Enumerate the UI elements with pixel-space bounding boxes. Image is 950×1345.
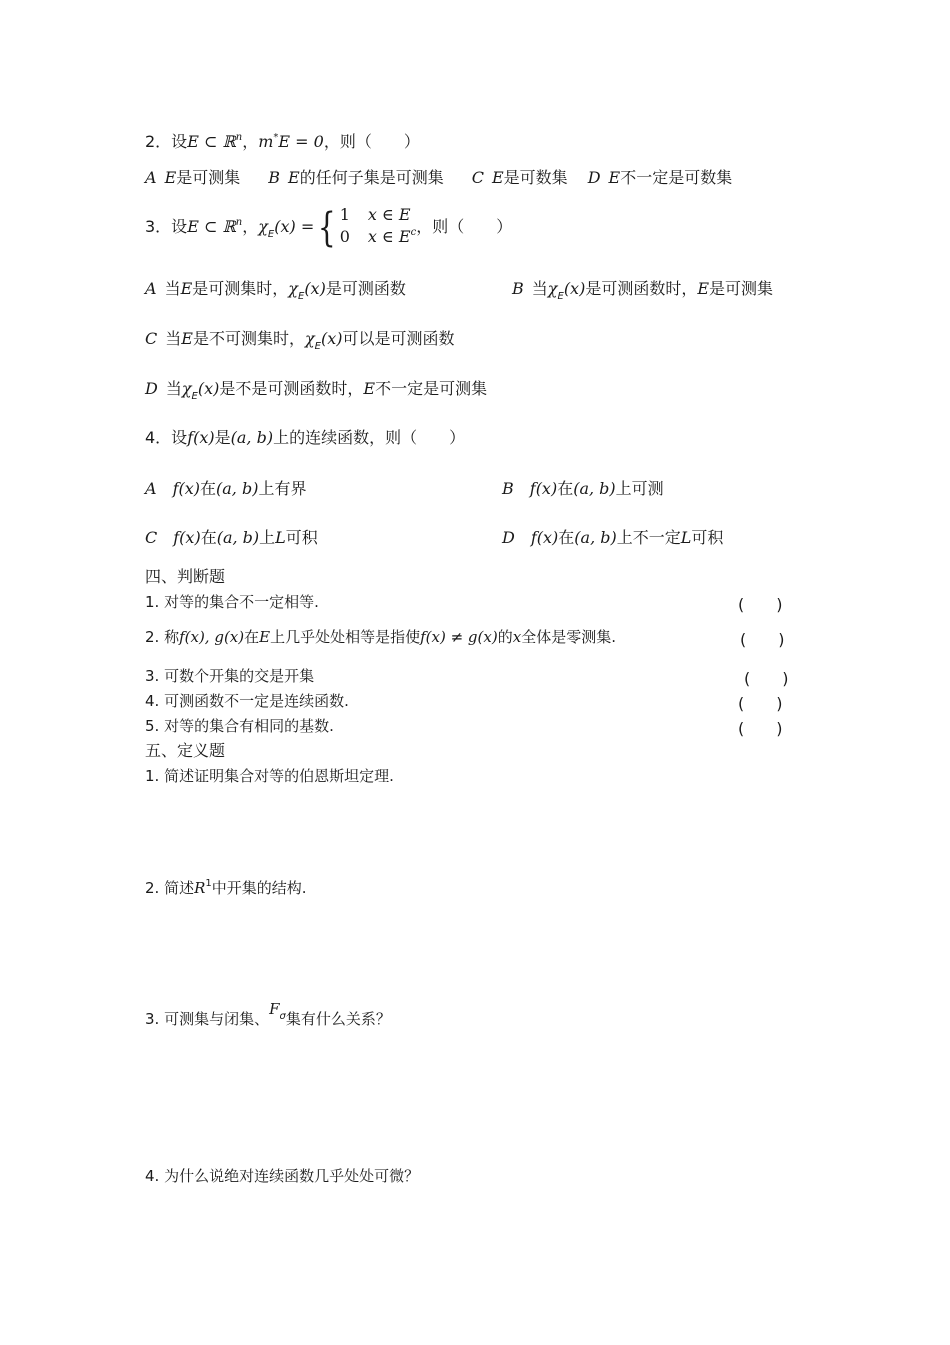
q2-math-zero: E = 0 xyxy=(278,132,324,151)
option-var: E xyxy=(491,168,504,187)
option-text: 当 xyxy=(164,279,181,298)
q2-math-m: m xyxy=(258,132,274,151)
option-text: 上有界 xyxy=(258,479,307,498)
q3-number: 3．设 xyxy=(145,217,188,236)
q4-text: 上的连续函数，则（ ） xyxy=(273,428,466,447)
option-letter: D xyxy=(145,379,158,398)
option-fx: f(x) xyxy=(529,479,558,498)
option-var: E xyxy=(363,379,376,398)
option-text: 不一定是可数集 xyxy=(620,168,733,187)
judge-item-1: 1. 对等的集合不一定相等. xyxy=(145,593,319,611)
q2-option-b xyxy=(268,168,443,187)
option-interval: (a, b) xyxy=(574,528,617,547)
q2-sup-n: n xyxy=(235,132,243,143)
case-condition: x ∈ E xyxy=(367,205,411,224)
item-math: E xyxy=(259,628,271,646)
q4-number: 4．设 xyxy=(145,428,188,447)
option-text: 是可测集 xyxy=(709,279,774,298)
option-var: E xyxy=(697,279,710,298)
option-text: 是不是可测函数时， xyxy=(219,379,364,398)
option-fx: (x) xyxy=(304,279,326,298)
item-math: f(x), g(x) xyxy=(179,628,245,646)
item-text: 全体是零测集. xyxy=(521,628,616,646)
q3-cases xyxy=(340,204,417,251)
option-letter: B xyxy=(268,168,281,187)
q3-fx: (x) = xyxy=(274,217,315,236)
q2-math-subset: E ⊂ ℝ xyxy=(187,132,236,151)
judge-item-5: 5. 对等的集合有相同的基数. xyxy=(145,717,334,735)
judge-answer-paren-4[interactable]: ( ) xyxy=(738,694,783,713)
item-math: R xyxy=(194,879,206,897)
option-interval: (a, b) xyxy=(573,479,616,498)
item-sub: σ xyxy=(279,1011,286,1022)
section5-title: 五、定义题 xyxy=(145,741,226,760)
q3-sup-n: n xyxy=(235,217,243,228)
option-fx: (x) xyxy=(563,279,586,298)
def-item-2 xyxy=(145,878,307,901)
option-letter: B xyxy=(502,479,514,498)
option-text: 是可测函数 xyxy=(325,279,406,298)
q3-case-2 xyxy=(340,227,417,246)
q4-stem xyxy=(145,428,465,448)
case-sup: c xyxy=(410,227,417,238)
option-text: 是可测集时， xyxy=(192,279,289,298)
option-sub: E xyxy=(191,391,198,402)
option-text: 的任何子集是可测集 xyxy=(299,168,444,187)
option-var: E xyxy=(180,279,193,298)
q3-case-1 xyxy=(340,205,411,224)
option-chi: χ xyxy=(304,329,315,348)
option-l: L xyxy=(680,528,692,547)
option-chi: χ xyxy=(288,279,298,298)
item-math: F xyxy=(269,1000,280,1018)
item-text: 的 xyxy=(497,628,513,646)
option-text: 在 xyxy=(200,528,217,547)
option-text: 在 xyxy=(557,479,574,498)
option-fx: (x) xyxy=(197,379,220,398)
option-text: 当 xyxy=(531,279,548,298)
option-var: E xyxy=(288,168,300,187)
option-letter: D xyxy=(502,528,515,547)
option-sub: E xyxy=(557,291,564,302)
q2-options xyxy=(145,168,732,188)
item-text: 集有什么关系？ xyxy=(285,1010,391,1028)
option-text: 当 xyxy=(165,329,182,348)
option-letter: D xyxy=(587,168,601,187)
q3-option-b xyxy=(512,279,773,302)
option-l: L xyxy=(275,528,286,547)
q2-option-c xyxy=(472,168,568,187)
q2-sep: ， xyxy=(242,132,259,151)
judge-answer-paren-5[interactable]: ( ) xyxy=(738,719,783,738)
def-item-1: 1. 简述证明集合对等的伯恩斯坦定理. xyxy=(145,767,394,785)
option-letter: C xyxy=(145,329,158,348)
option-fx: f(x) xyxy=(173,528,201,547)
judge-item-4: 4. 可测函数不一定是连续函数. xyxy=(145,692,349,710)
option-text: 在 xyxy=(200,479,217,498)
q3-option-c xyxy=(145,329,455,352)
option-text: 是可测函数时， xyxy=(585,279,698,298)
item-text: 2. 简述 xyxy=(145,879,195,897)
option-var: E xyxy=(181,329,193,348)
option-fx: f(x) xyxy=(530,528,559,547)
q4-option-b xyxy=(502,479,664,499)
def-item-4: 4. 为什么说绝对连续函数几乎处处可微？ xyxy=(145,1167,420,1185)
option-text: 可积 xyxy=(691,528,724,547)
item-text: 2. 称 xyxy=(145,628,180,646)
case-value: 0 xyxy=(339,227,350,246)
case-value: 1 xyxy=(339,205,350,224)
judge-item-3: 3. 可数个开集的交是开集 xyxy=(145,667,315,685)
q3-option-d xyxy=(145,379,487,402)
q3-option-a xyxy=(145,279,406,302)
q2-option-d xyxy=(588,168,733,187)
option-fx: (x) xyxy=(321,329,343,348)
option-text: 是可数集 xyxy=(503,168,568,187)
option-letter: A xyxy=(145,168,157,187)
item-math: x xyxy=(512,628,522,646)
option-interval: (a, b) xyxy=(216,479,259,498)
item-text: 中开集的结构. xyxy=(211,879,307,897)
q3-sub-e: E xyxy=(267,229,275,240)
case-condition: x ∈ E xyxy=(367,227,411,246)
q3-stem xyxy=(145,204,512,250)
q4-fx: f(x) xyxy=(187,428,215,447)
item-text: 在 xyxy=(244,628,260,646)
q2-option-a xyxy=(145,168,240,187)
q4-option-a xyxy=(145,479,306,499)
section4-title: 四、判断题 xyxy=(145,567,226,586)
judge-answer-paren-2[interactable]: ( ) xyxy=(740,630,785,649)
q2-number: 2．设 xyxy=(145,132,188,151)
judge-answer-paren-1[interactable]: ( ) xyxy=(738,595,783,614)
q2-tail: ，则（ ） xyxy=(323,132,420,151)
q4-option-d xyxy=(502,528,723,548)
option-text: 可积 xyxy=(285,528,318,547)
option-text: 上可测 xyxy=(615,479,664,498)
option-letter: A xyxy=(145,279,157,298)
option-text: 是不可测集时， xyxy=(192,329,305,348)
q4-text: 是 xyxy=(214,428,231,447)
q4-option-c xyxy=(145,528,318,548)
option-letter: B xyxy=(512,279,524,298)
q2-stem xyxy=(145,132,420,155)
option-sub: E xyxy=(314,341,321,352)
item-text: 上几乎处处相等是指使 xyxy=(270,628,421,646)
q4-interval: (a, b) xyxy=(230,428,274,447)
item-sup: 1 xyxy=(205,878,212,889)
item-math: f(x) ≠ g(x) xyxy=(420,628,498,646)
option-var: E xyxy=(608,168,621,187)
option-text: 不一定是可测集 xyxy=(375,379,488,398)
q3-tail: ，则（ ） xyxy=(416,217,513,236)
q3-sep: ， xyxy=(242,217,259,236)
option-text: 可以是可测函数 xyxy=(342,329,455,348)
q2-star: * xyxy=(273,132,279,143)
q3-chi: χ xyxy=(258,217,268,236)
option-fx: f(x) xyxy=(172,479,200,498)
option-text: 当 xyxy=(165,379,182,398)
option-text: 上 xyxy=(259,528,276,547)
judge-item-2 xyxy=(145,627,616,647)
option-letter: A xyxy=(145,479,157,498)
option-letter: C xyxy=(471,168,484,187)
item-f-sigma xyxy=(269,1000,286,1022)
option-text: 是可测集 xyxy=(176,168,241,187)
def-item-3 xyxy=(145,1000,391,1032)
option-sub: E xyxy=(297,291,305,302)
option-interval: (a, b) xyxy=(216,528,260,547)
option-chi: χ xyxy=(181,379,192,398)
judge-answer-paren-3[interactable]: ( ) xyxy=(744,669,789,688)
item-text: 3. 可测集与闭集、 xyxy=(145,1010,270,1028)
q3-math-subset: E ⊂ ℝ xyxy=(187,217,236,236)
option-chi: χ xyxy=(547,279,558,298)
q3-brace: { xyxy=(318,204,336,251)
option-text: 上不一定 xyxy=(616,528,681,547)
option-letter: C xyxy=(145,528,158,547)
option-var: E xyxy=(164,168,177,187)
option-text: 在 xyxy=(558,528,575,547)
